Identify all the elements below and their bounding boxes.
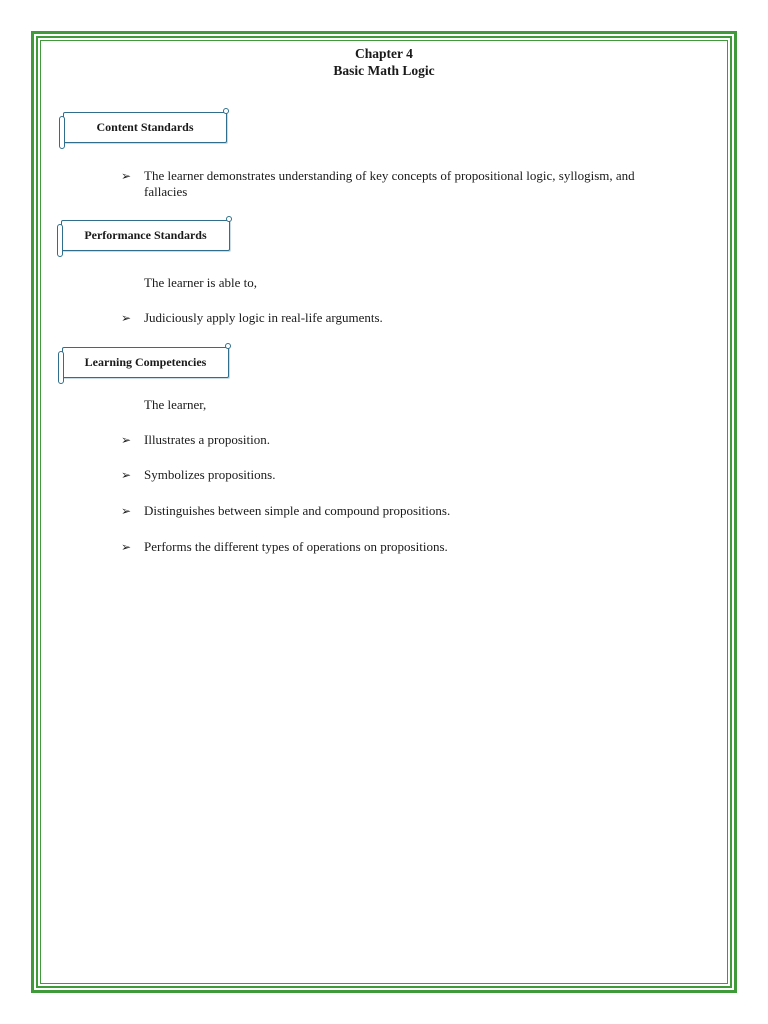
content-standard-line-2: fallacies bbox=[144, 184, 188, 199]
bullet-arrow-icon: ➢ bbox=[121, 311, 132, 325]
performance-standard-item: Judiciously apply logic in real-life arguments. bbox=[144, 310, 383, 325]
content-standard-item bbox=[144, 168, 714, 200]
bullet-arrow-icon: ➢ bbox=[121, 433, 132, 447]
content-standards-heading: Content Standards bbox=[96, 120, 194, 134]
learning-competencies-banner bbox=[62, 347, 229, 378]
learning-competencies-heading: Learning Competencies bbox=[84, 355, 207, 369]
competency-item: Illustrates a proposition. bbox=[144, 432, 271, 447]
bullet-arrow-icon: ➢ bbox=[121, 540, 132, 554]
bullet-arrow-icon: ➢ bbox=[121, 504, 132, 518]
chapter-title: Basic Math Logic bbox=[333, 63, 435, 78]
competency-item: Symbolizes propositions. bbox=[144, 467, 276, 482]
performance-intro: The learner is able to, bbox=[144, 275, 257, 290]
performance-standards-banner bbox=[61, 220, 230, 251]
competencies-intro: The learner, bbox=[144, 397, 207, 412]
content-standards-banner bbox=[63, 112, 227, 143]
competency-item: Performs the different types of operations on propositions. bbox=[144, 539, 448, 554]
competency-item: Distinguishes between simple and compound propositions. bbox=[144, 503, 451, 518]
bullet-arrow-icon: ➢ bbox=[121, 468, 132, 482]
chapter-number: Chapter 4 bbox=[355, 46, 413, 61]
bullet-arrow-icon: ➢ bbox=[121, 169, 132, 183]
content-standard-line-1: The learner demonstrates understanding of key concepts of propositional logic, syllogism, and bbox=[144, 168, 635, 183]
performance-standards-heading: Performance Standards bbox=[84, 228, 207, 242]
